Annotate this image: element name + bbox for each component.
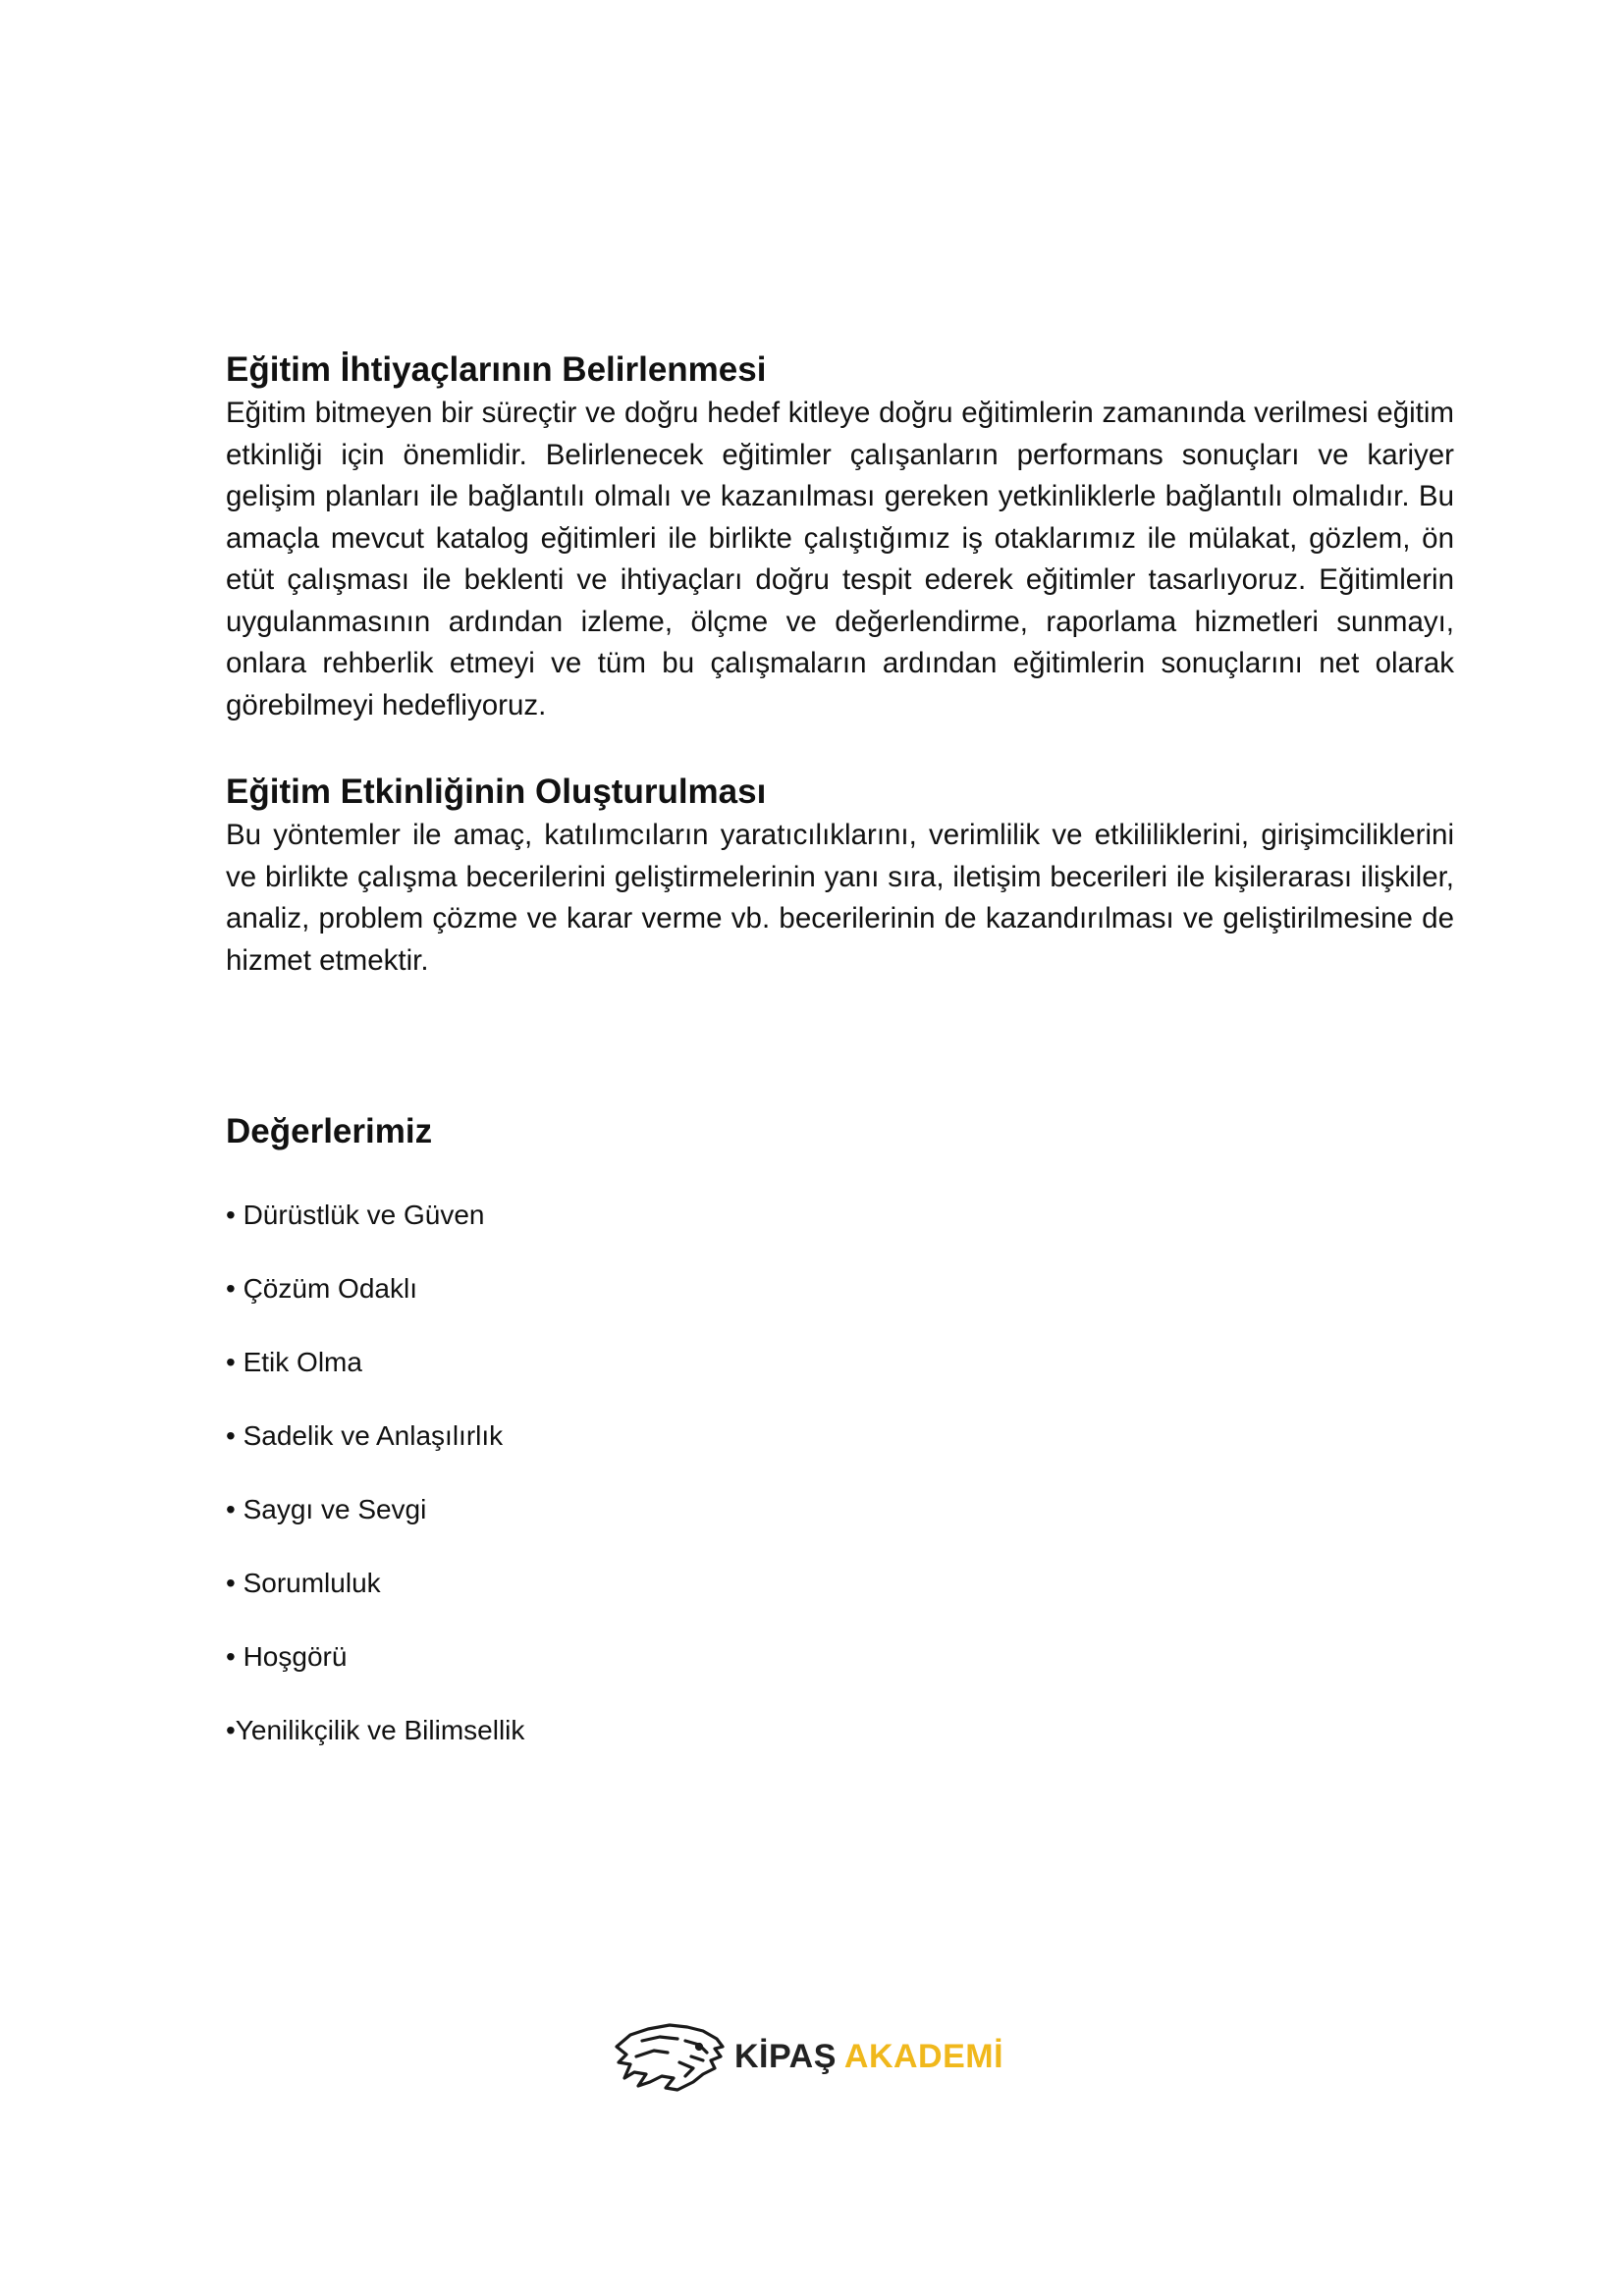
section-title-training-needs: Eğitim İhtiyaçlarının Belirlenmesi bbox=[226, 350, 767, 389]
section-title-training-effectiveness: Eğitim Etkinliğinin Oluşturulması bbox=[226, 773, 767, 811]
values-list-item: • Sorumluluk bbox=[226, 1568, 381, 1598]
logo-wordmark bbox=[734, 2038, 1003, 2076]
values-list-item: • Hoşgörü bbox=[226, 1641, 348, 1672]
values-list-item: • Sadelik ve Anlaşılırlık bbox=[226, 1420, 504, 1451]
section-text-training-effectiveness: Bu yöntemler ile amaç, katılımcıların yaratıcılıklarını, verimlilik ve etkililiklerini, girişimciliklerini ve birlikte çalışma becerilerini geliştirmelerinin yanı sıra, iletişim becerileri ile kişilerarası ilişkiler, analiz, problem çözme ve karar verme vb. becerilerinin de kazandırılması ve geliştirilmesine de hizmet etmektir. bbox=[226, 819, 1454, 977]
values-list bbox=[226, 1178, 1454, 1767]
footer-logo bbox=[609, 2017, 1003, 2096]
values-list-item: • Saygı ve Sevgi bbox=[226, 1494, 427, 1524]
section-title-values: Değerlerimiz bbox=[226, 1112, 433, 1150]
logo-word-kipas: KİPAŞ bbox=[734, 2037, 837, 2075]
values-list-item: • Etik Olma bbox=[226, 1347, 362, 1377]
lion-head-icon bbox=[609, 2017, 729, 2096]
section-text-training-needs: Eğitim bitmeyen bir süreçtir ve doğru hedef kitleye doğru eğitimlerin zamanında verilmesi eğitim etkinliği için önemlidir. Belirlenecek eğitimler çalışanların performans sonuçları ve kariyer gelişim planları ile bağlantılı olmalı ve kazanılması gereken yetkinliklerle bağlantılı olmalıdır. Bu amaçla mevcut katalog eğitimleri ile birlikte çalıştığımız iş otaklarımız ile mülakat, gözlem, ön etüt çalışması ile beklenti ve ihtiyaçları doğru tespit ederek eğitimler tasarlıyoruz. Eğitimlerin uygulanmasının ardından izleme, ölçme ve değerlendirme, raporlama hizmetleri sunmayı, onlara rehberlik etmeyi ve tüm bu çalışmaların ardından eğitimlerin sonuçlarını net olarak görebilmeyi hedefliyoruz. bbox=[226, 397, 1454, 721]
values-list-item: • Çözüm Odaklı bbox=[226, 1273, 417, 1304]
values-list-item: • Dürüstlük ve Güven bbox=[226, 1200, 485, 1230]
values-list-item: •Yenilikçilik ve Bilimsellik bbox=[226, 1715, 525, 1745]
logo-word-akademi: AKADEMİ bbox=[843, 2037, 1004, 2075]
document-content bbox=[226, 338, 1454, 1767]
